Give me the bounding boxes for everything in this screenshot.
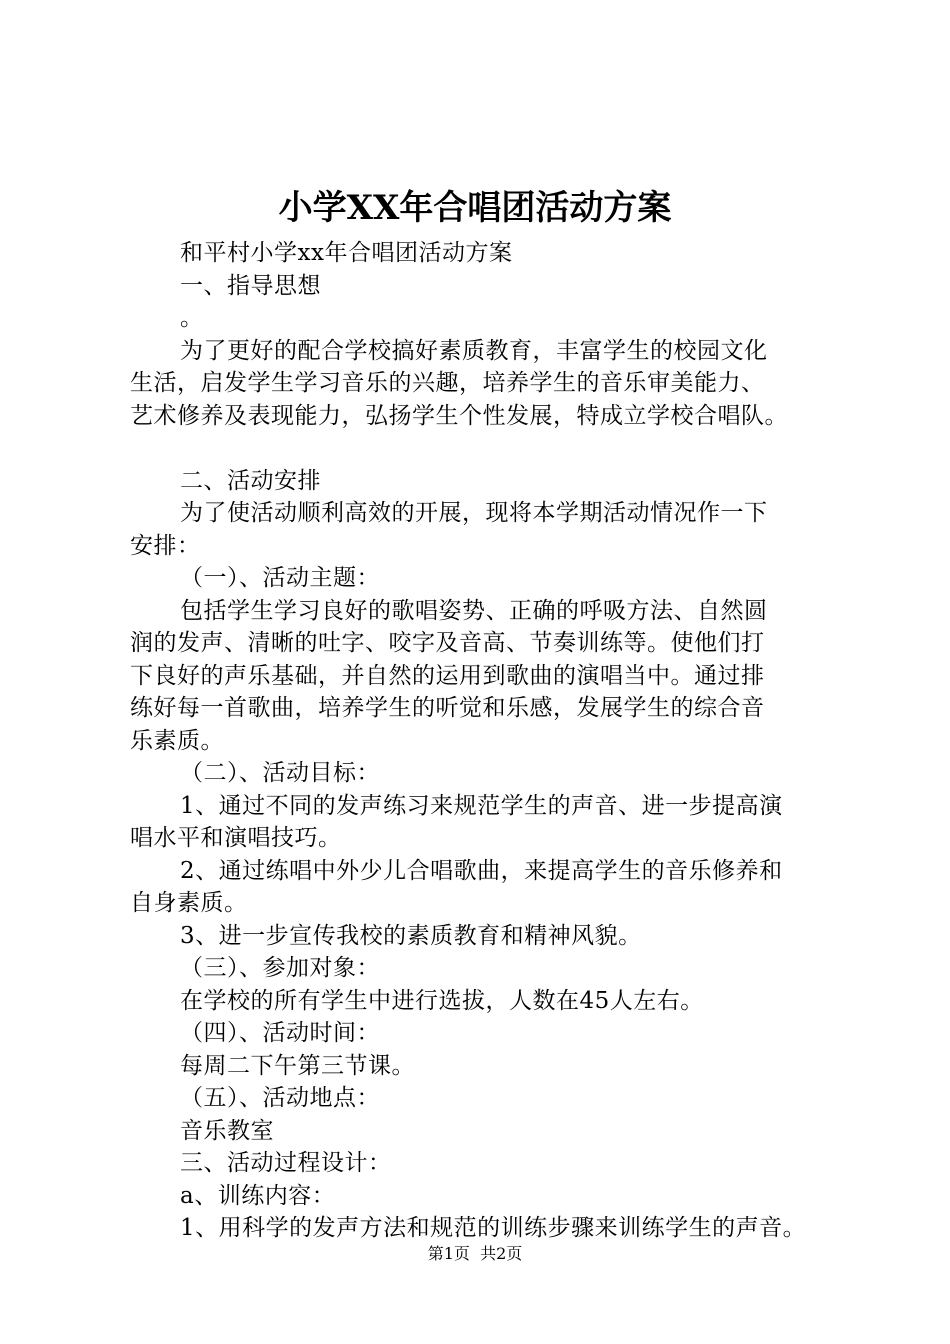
page-footer: 第1页 共2页 [427, 1244, 523, 1263]
paragraph-line: 下良好的声乐基础，并自然的运用到歌曲的演唱当中。通过排 [130, 662, 765, 689]
list-item: 1、用科学的发声方法和规范的训练步骤来训练学生的声音。 [180, 1215, 807, 1241]
list-item: 1、通过不同的发声练习来规范学生的声音、进一步提高演 [180, 792, 783, 819]
paragraph-line: 自身素质。 [130, 890, 248, 916]
section-heading: 三、活动过程设计： [180, 1150, 392, 1176]
paragraph-line: 。 [180, 305, 204, 331]
subtitle-line: 和平村小学xx年合唱团活动方案 [180, 240, 513, 266]
paragraph-line: 为了更好的配合学校搞好素质教育，丰富学生的校园文化 [180, 337, 768, 364]
subsection-heading: （四）、活动时间： [180, 1020, 380, 1046]
document-title: 小学XX年合唱团活动方案 [278, 188, 672, 228]
paragraph-line: 为了使活动顺利高效的开展，现将本学期活动情况作一下 [180, 500, 768, 526]
paragraph-line: 安排： [130, 532, 201, 559]
list-item: 3、进一步宣传我校的素质教育和精神风貌。 [180, 922, 642, 949]
paragraph-line: 练好每一首歌曲，培养学生的听觉和乐感，发展学生的综合音 [130, 695, 765, 721]
subsection-heading: （三）、参加对象： [180, 955, 380, 981]
list-item: 2、通过练唱中外少儿合唱歌曲，来提高学生的音乐修养和 [180, 857, 783, 884]
paragraph-line: 艺术修养及表现能力，弘扬学生个性发展，特成立学校合唱队。 [130, 402, 788, 429]
paragraph-line: 生活，启发学生学习音乐的兴趣，培养学生的音乐审美能力、 [130, 370, 765, 396]
paragraph-line: 唱水平和演唱技巧。 [130, 825, 342, 851]
section-heading: 二、活动安排 [180, 467, 321, 494]
subsection-heading: （一）、活动主题： [180, 565, 380, 591]
paragraph-line: 乐素质。 [130, 727, 224, 754]
subsection-heading: （二）、活动目标： [180, 760, 380, 786]
paragraph-line: 包括学生学习良好的歌唱姿势、正确的呼吸方法、自然圆 [180, 597, 768, 624]
blank-line [130, 432, 850, 465]
paragraph-line: 音乐教室 [180, 1117, 274, 1144]
subsection-heading: （五）、活动地点： [180, 1085, 380, 1111]
subsection-heading: a、训练内容： [180, 1182, 336, 1209]
paragraph-line: 在学校的所有学生中进行选拔，人数在45人左右。 [180, 987, 704, 1014]
paragraph-line: 每周二下午第三节课。 [180, 1052, 415, 1079]
section-heading: 一、指导思想 [180, 272, 321, 299]
document-body [130, 237, 850, 1245]
paragraph-line: 润的发声、清晰的吐字、咬字及音高、节奏训练等。使他们打 [130, 630, 765, 656]
